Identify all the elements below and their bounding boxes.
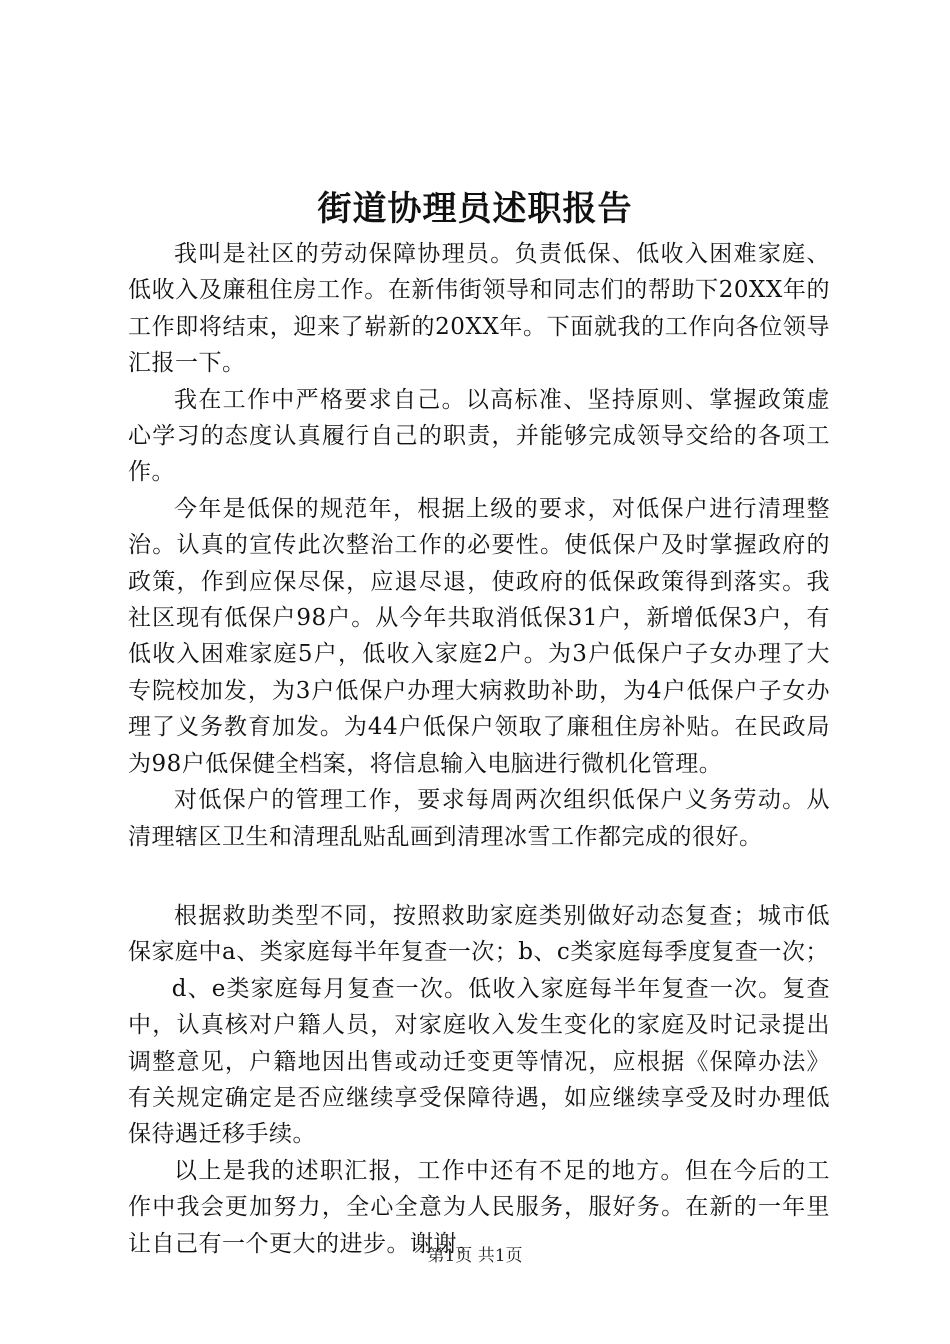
paragraph-review-types: 根据救助类型不同，按照救助家庭类别做好动态复查；城市低保家庭中a、类家庭每半年复查一次；b、c类家庭每季度复查一次； [128,902,830,966]
document-body [128,236,830,1262]
paragraph-conclusion: 以上是我的述职汇报，工作中还有不足的地方。但在今后的工作中我会更加努力，全心全意为人民服务，服好务。在新的一年里让自己有一个更大的进步。谢谢。 [128,1157,830,1257]
paragraph-gap [128,855,830,898]
paragraph-labor-management: 对低保户的管理工作，要求每周两次组织低保户义务劳动。从清理辖区卫生和清理乱贴乱画到清理冰雪工作都完成的很好。 [128,787,830,850]
paragraph-low-income-work: 今年是低保的规范年，根据上级的要求，对低保户进行清理整治。认真的宣传此次整治工作的必要性。使低保户及时掌握政府的政策，作到应保尽保，应退尽退，使政府的低保政策得到落实。我社区现有低保户98户。从今年共取消低保31户，新增低保3户，有低收入困难家庭5户，低收入家庭2户。为3户低保户子女办理了大专院校加发，为3户低保户办理大病救助补助，为4户低保户子女办理了义务教育加发。为44户低保户领取了廉租住房补贴。在民政局为98户低保健全档案，将信息输入电脑进行微机化管理。 [128,495,830,777]
paragraph-intro: 我叫是社区的劳动保障协理员。负责低保、低收入困难家庭、低收入及廉租住房工作。在新伟街领导和同志们的帮助下20XX年的工作即将结束，迎来了崭新的20XX年。下面就我的工作向各位领导汇报一下。 [128,241,830,377]
page-footer: 第1页 共1页 [427,1246,523,1266]
paragraph-review-process: d、e类家庭每月复查一次。低收入家庭每半年复查一次。复查中，认真核对户籍人员，对家庭收入发生变化的家庭及时记录提出调整意见，户籍地因出售或动迁变更等情况，应根据《保障办法》有关规定确定是否应继续享受保障待遇，如应继续享受及时办理低保待遇迁移手续。 [128,975,830,1148]
document-title: 街道协理员述职报告 [317,189,633,229]
paragraph-attitude: 我在工作中严格要求自己。以高标准、坚持原则、掌握政策虚心学习的态度认真履行自己的职责，并能够完成领导交给的各项工作。 [128,386,830,486]
